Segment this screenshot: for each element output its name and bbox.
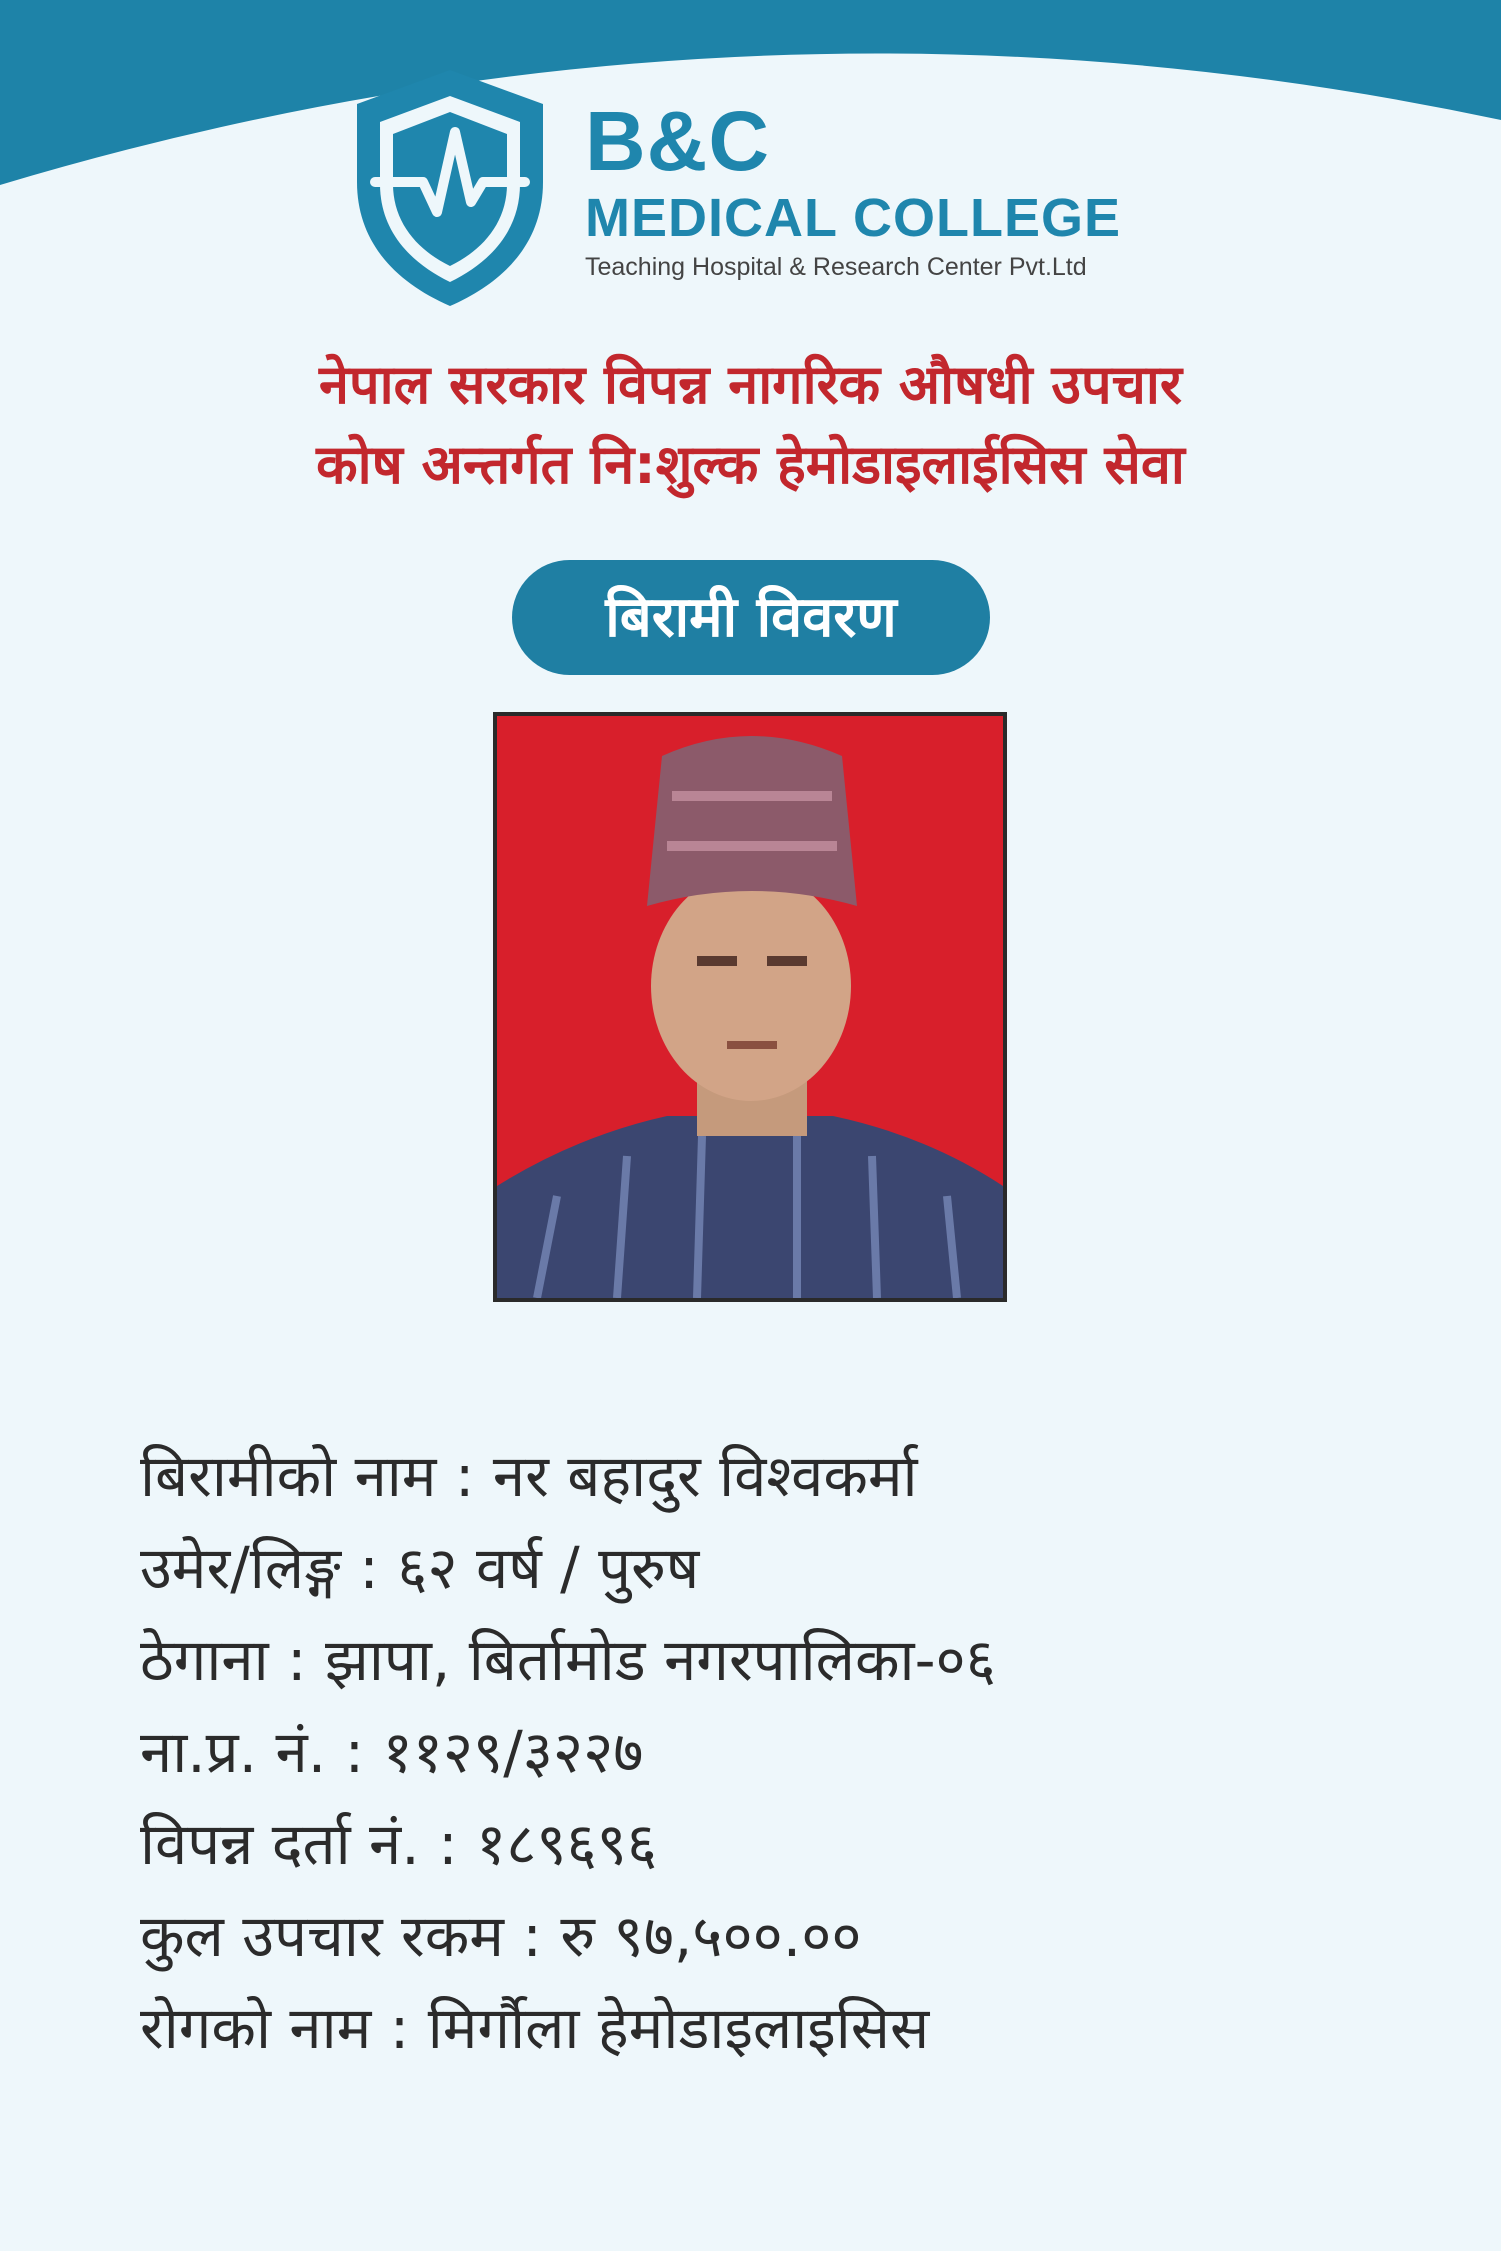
disease-label: रोगको नाम — [140, 1994, 372, 2062]
registration-row: विपन्न दर्ता नं. : १८९६९६ — [140, 1810, 658, 1878]
patient-details — [140, 1430, 1460, 2074]
disease-row: रोगको नाम : मिर्गौला हेमोडाइलाइसिस — [140, 1994, 930, 2062]
address-value: झापा, बिर्तामोड नगरपालिका-०६ — [325, 1626, 996, 1694]
patient-details-badge: बिरामी विवरण — [512, 560, 990, 675]
age-sex-row: उमेर/लिङ्ग : ६२ वर्ष / पुरुष — [140, 1534, 700, 1602]
patient-photo — [493, 712, 1007, 1302]
patient-name-row: बिरामीको नाम : नर बहादुर विश्वकर्मा — [140, 1442, 918, 1510]
registration-label: विपन्न दर्ता नं. — [140, 1810, 420, 1878]
college-abbreviation: B&C — [585, 94, 770, 188]
headline-line-1: नेपाल सरकार विपन्न नागरिक औषधी उपचार — [318, 353, 1182, 416]
treatment-amount-value: रु ९७,५००.०० — [560, 1902, 862, 1970]
registration-value: १८९६९६ — [476, 1810, 658, 1878]
shield-heartbeat-icon — [345, 62, 555, 312]
college-subtitle: Teaching Hospital & Research Center Pvt.Ltd — [585, 253, 1087, 281]
college-title: MEDICAL COLLEGE — [585, 188, 1122, 248]
service-headline — [0, 345, 1501, 505]
college-brand — [585, 95, 1121, 285]
treatment-amount-label: कुल उपचार रकम — [140, 1902, 504, 1970]
disease-value: मिर्गौला हेमोडाइलाइसिस — [427, 1994, 930, 2062]
address-row: ठेगाना : झापा, बिर्तामोड नगरपालिका-०६ — [140, 1626, 996, 1694]
age-sex-value: ६२ वर्ष / पुरुष — [397, 1534, 700, 1602]
address-label: ठेगाना — [140, 1626, 269, 1694]
treatment-amount-row: कुल उपचार रकम : रु ९७,५००.०० — [140, 1902, 862, 1970]
headline-line-2: कोष अन्तर्गत नि:शुल्क हेमोडाइलाईसिस सेवा — [316, 433, 1185, 496]
citizenship-label: ना.प्र. नं. — [140, 1718, 327, 1786]
patient-name-value: नर बहादुर विश्वकर्मा — [492, 1442, 918, 1510]
citizenship-row: ना.प्र. नं. : ११२९/३२२७ — [140, 1718, 644, 1786]
citizenship-value: ११२९/३२२७ — [382, 1718, 644, 1786]
age-sex-label: उमेर/लिङ्ग — [140, 1534, 341, 1602]
patient-name-label: बिरामीको नाम — [140, 1442, 437, 1510]
